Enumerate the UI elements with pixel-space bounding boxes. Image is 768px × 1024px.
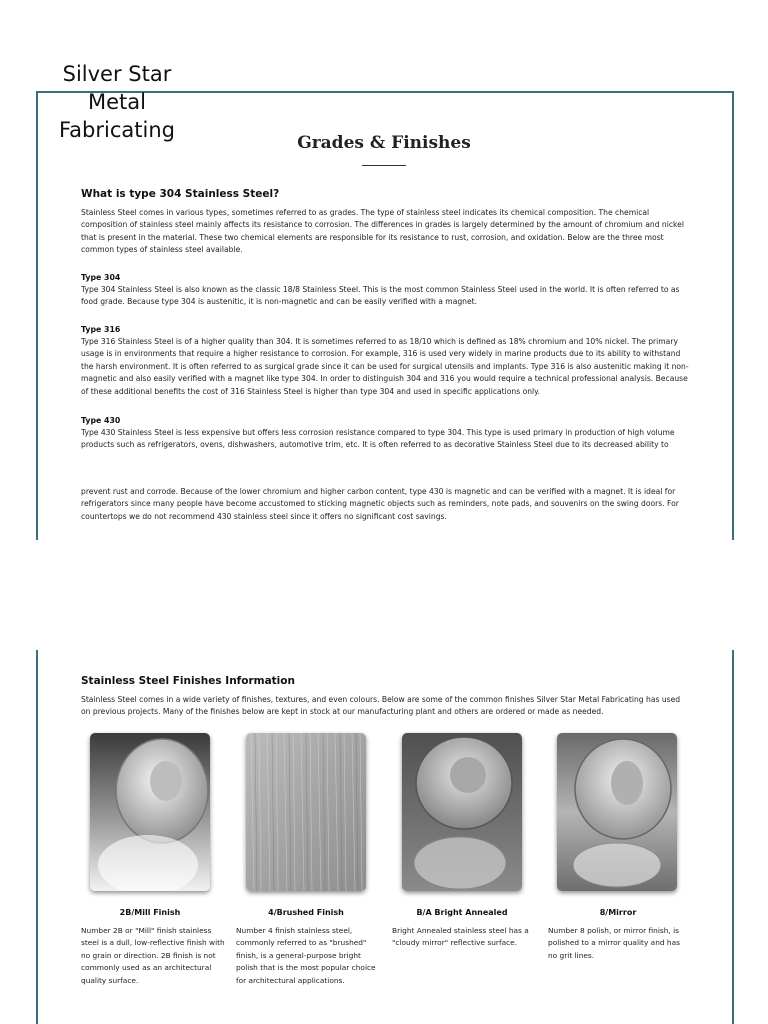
finish-desc-bright-annealed: Bright Annealed stainless steel has a "cloudy mirror" reflective surface.: [392, 926, 529, 948]
type-316-paragraph: Type 316 Stainless Steel is of a higher quality than 304. It is sometimes referred to as 18/10 which is defined as 18% chromium and 10% nickel. The primary usage is in environments that require a higher resistance to corrosion. For example, 316 is used very widely in marine products due to its ability to withstand the harsh environment. It is often referred to as surgical grade since it can be used for surgical utensils and implants. Type 316 is also austenitic making it non-magnetic and also easily verified with a magnet like type 304. In order to distinguish 304 and 316 you would require a technical professional analysis. Because of these additional benefits the cost of 316 Stainless Steel is higher than type 304 and used in specific applications only.: [81, 337, 689, 396]
company-logo[interactable]: [48, 60, 186, 144]
type-430-heading: Type 430: [81, 416, 121, 425]
frame-left-border-2: [36, 650, 38, 1024]
logo-line-2: Metal: [88, 90, 146, 114]
type-304-heading: Type 304: [81, 273, 121, 282]
type-430-paragraph: Type 430 Stainless Steel is less expensive but offers less corrosion resistance compared to type 304. This type is used primary in production of high volume products such as refrigerators, ovens, dishwashers, automotive trim, etc. It is often referred to as decorative Stainless Steel due to its decreased ability to: [81, 428, 675, 450]
finishes-intro-paragraph: Stainless Steel comes in a wide variety of finishes, textures, and even colours. Below are some of the common finishes Silver Star Metal Fabricating has used on previous projects. Many of the finishes below are kept in stock at our manufacturing plant and others are ordered or made as needed.: [81, 695, 681, 717]
finish-title-2b-mill: 2B/Mill Finish: [119, 908, 181, 917]
finish-title-mirror: 8/Mirror: [599, 908, 637, 917]
types-intro-paragraph: Stainless Steel comes in various types, sometimes referred to as grades. The type of stainless steel indicates its chemical composition. The chemical composition of stainless steel mainly affects its resistance to corrosion. The differences in grades is largely determined by the amount of chromium and nickel that is present in the material. These two chemical elements are responsible for its resistance to rust, corrosion, and oxidation. Below are the three most common types of stainless steel available.: [81, 208, 684, 255]
brushed-texture-photo: [246, 733, 366, 891]
finish-desc-2b-mill: Number 2B or "Mill" finish stainless steel is a dull, low-reflective finish with no grain or direction. 2B finish is not commonly used as an architectural quality surface.: [81, 926, 225, 985]
section-heading-finishes: Stainless Steel Finishes Information: [81, 675, 295, 687]
frame-right-border-2: [732, 650, 734, 1024]
type-316-heading: Type 316: [81, 325, 121, 334]
finish-title-brushed: 4/Brushed Finish: [268, 908, 344, 917]
type-304-paragraph: Type 304 Stainless Steel is also known as the classic 18/8 Stainless Steel. This is the most common Stainless Steel used in the world. It is often referred to as food grade. Because type 304 is austenitic, it is non-magnetic and can be easily verified with a magnet.: [81, 285, 680, 307]
frame-right-border-1: [732, 91, 734, 540]
page-title: Grades & Finishes: [297, 133, 471, 153]
coin-mirror-photo: [557, 733, 677, 891]
finish-desc-mirror: Number 8 polish, or mirror finish, is polished to a mirror quality and has no grit lines.: [548, 926, 680, 960]
title-divider: [362, 165, 406, 166]
logo-line-1: Silver Star: [62, 62, 172, 86]
section-heading-types: What is type 304 Stainless Steel?: [81, 188, 280, 200]
frame-left-border-1: [36, 91, 38, 540]
coin-reflective-photo: [402, 733, 522, 891]
logo-line-3: Fabricating: [59, 118, 175, 142]
coin-dull-photo: [90, 733, 210, 891]
finish-title-bright-annealed: B/A Bright Annealed: [416, 908, 508, 917]
type-430-paragraph-continued: prevent rust and corrode. Because of the lower chromium and higher carbon content, type 430 is magnetic and can be verified with a magnet. It is ideal for refrigerators since many people have become accustomed to sticking magnetic objects such as reminders, note pads, and souvenirs on the swing doors. For countertops we do not recommend 430 stainless steel since it offers no significant cost savings.: [81, 487, 679, 521]
finish-desc-brushed: Number 4 finish stainless steel, commonly referred to as "brushed" finish, is a general-purpose bright polish that is the most popular choice for architectural applications.: [236, 926, 376, 985]
